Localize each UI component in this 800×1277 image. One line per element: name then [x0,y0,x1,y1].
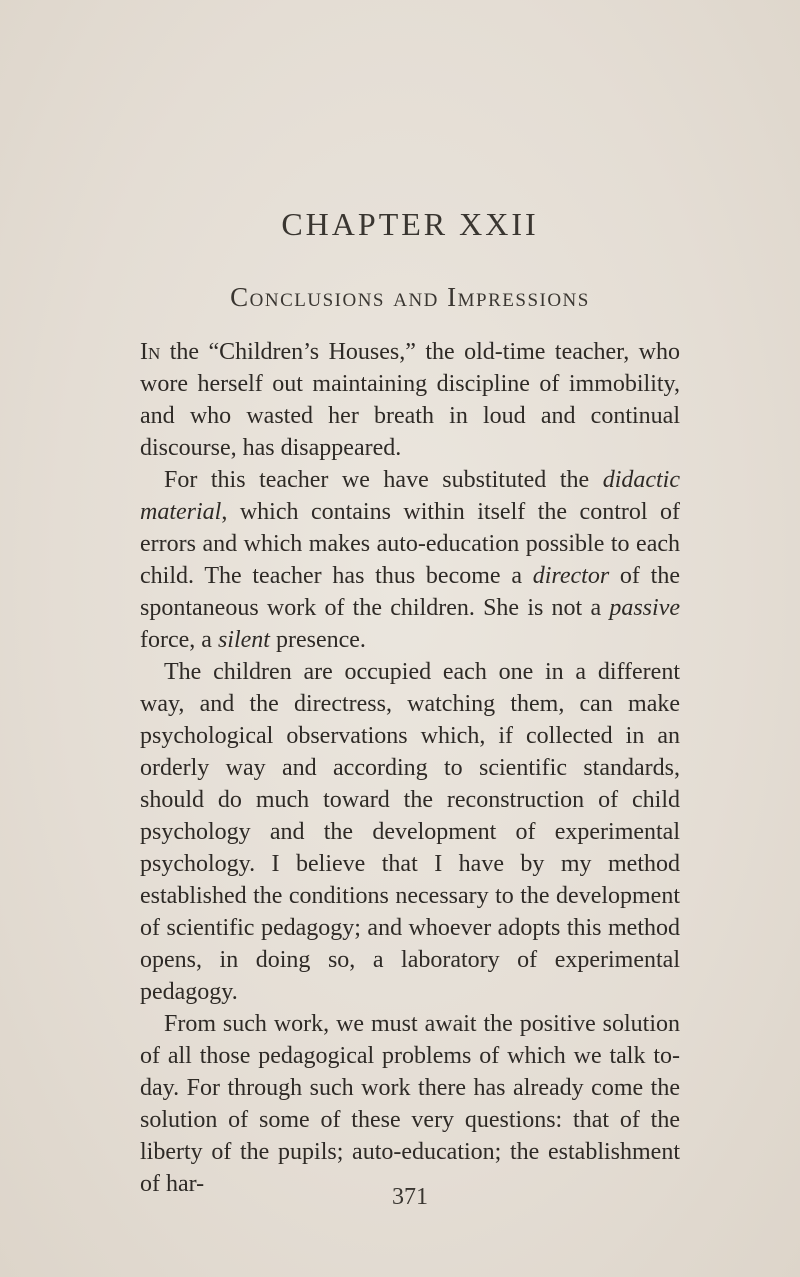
book-page [140,0,680,1277]
paragraph-lead-word: In [140,339,161,365]
emphasis-silent: silent [217,627,270,653]
paragraph-2-text-a: For this teacher we have substituted the [164,467,603,493]
paragraph-2-text-d: force, a [140,627,218,653]
emphasis-director: director [532,563,610,589]
paragraph-2 [140,464,680,656]
emphasis-didactic-material: didactic material [140,467,680,525]
paragraph-1-text: the “Children’s Houses,” the old-time teacher, who wore herself out maintaining discipline of immobility, and who wasted her breath in loud and continual discourse, has disappeared. [140,339,680,461]
body-text [140,336,680,1200]
page-number: 371 [392,1184,428,1210]
emphasis-passive: passive [609,595,680,621]
paragraph-2-text-e: presence. [269,627,366,653]
paragraph-2-text-c: of the spontaneous work of the children. She is not a [140,563,681,621]
chapter-title: CHAPTER XXII [281,206,539,242]
chapter-subtitle: Conclusions and Impressions [230,282,590,312]
paragraph-1 [140,336,680,464]
paragraph-2-text-b: , which contains within itself the control of errors and which makes auto-education possible to each child. The teacher has thus become a [140,499,680,589]
paragraph-4: From such work, we must await the positive solution of all those pedagogical problems of which we talk to-day. For through such work there has already come the solution of some of these very questions: that of the liberty of the pupils; auto-education; the establishment of har- [140,1011,680,1197]
paragraph-3: The children are occupied each one in a different way, and the directress, watching them, can make psychological observations which, if collected in an orderly way and according to scientific standards, should do much toward the reconstruction of child psychology and the development of experimental psychology. I believe that I have by my method established the conditions necessary to the development of scientific pedagogy; and whoever adopts this method opens, in doing so, a laboratory of experimental pedagogy. [140,659,680,1005]
